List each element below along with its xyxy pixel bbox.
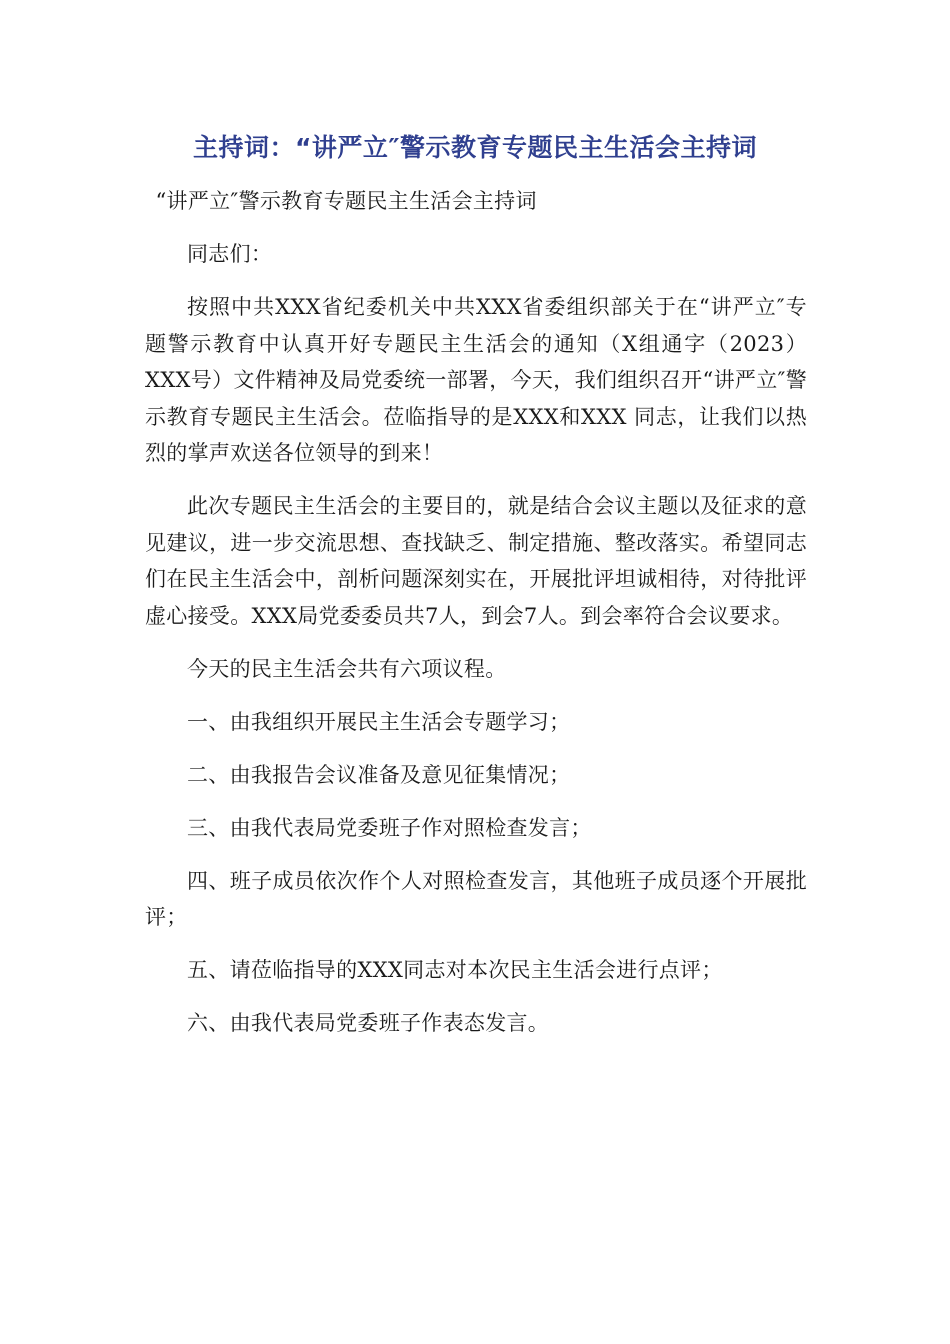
- paragraph-intro: 按照中共XXX省纪委机关中共XXX省委组织部关于在“讲严立″专题警示教育中认真开好专题民主生活会的通知（X组通字（2023）XXX号）文件精神及局党委统一部署，今天，我们组织召开“讲严立″警示教育专题民主生活会。莅临指导的是XXX和XXX 同志，让我们以热烈的掌声欢送各位领导的到来！: [145, 295, 807, 465]
- document-subtitle: “讲严立″警示教育专题民主生活会主持词: [155, 189, 537, 213]
- agenda-item: 二、由我报告会议准备及意见征集情况；: [187, 762, 571, 787]
- paragraph-purpose: 此次专题民主生活会的主要目的，就是结合会议主题以及征求的意见建议，进一步交流思想、查找缺乏、制定措施、整改落实。希望同志们在民主生活会中，剖析问题深刻实在，开展批评坦诚相待，对待批评虚心接受。XXX局党委委员共7人，到会7人。到会率符合会议要求。: [145, 494, 807, 628]
- agenda-item: 四、班子成员依次作个人对照检查发言，其他班子成员逐个开展批评；: [145, 868, 807, 929]
- document-title: 主持词：“讲严立″警示教育专题民主生活会主持词: [192, 133, 758, 162]
- document-body: [145, 183, 807, 1058]
- agenda-item: 一、由我组织开展民主生活会专题学习；: [187, 709, 571, 734]
- agenda-item: 六、由我代表局党委班子作表态发言。: [187, 1011, 550, 1035]
- agenda-item: 三、由我代表局党委班子作对照检查发言；: [187, 815, 592, 840]
- paragraph-agenda-intro: 今天的民主生活会共有六项议程。: [187, 656, 507, 681]
- greeting: 同志们：: [187, 242, 273, 266]
- agenda-item: 五、请莅临指导的XXX同志对本次民主生活会进行点评；: [187, 958, 723, 982]
